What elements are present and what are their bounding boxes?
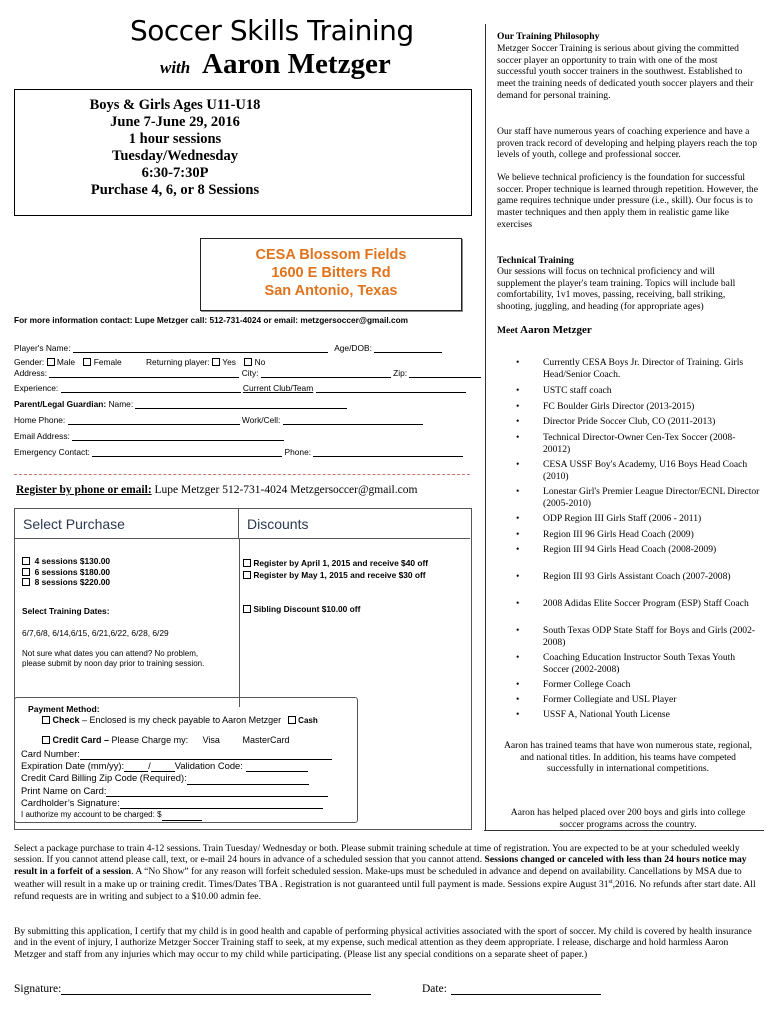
venue-box: [200, 238, 462, 311]
current-club-label: Current Club/Team: [242, 383, 314, 393]
exp-year-field[interactable]: [151, 762, 175, 772]
home-phone-row: [14, 415, 423, 425]
card-signature-label: Cardholder’s Signature:: [21, 796, 120, 808]
info-duration: 1 hour sessions: [128, 131, 222, 147]
payment-section: [14, 697, 358, 823]
trained-text: Aaron has trained teams that have won numerous state, regional, and national titles. In addition, his teams have competed successfully in international competitions.: [503, 740, 753, 775]
check-label: Check: [52, 715, 80, 725]
session-options: [22, 556, 110, 588]
signature-label: Signature:: [14, 983, 62, 995]
gender-label: Gender:: [14, 357, 45, 367]
info-dates: June 7-June 29, 2016: [110, 114, 240, 130]
venue-city: San Antonio, Texas: [264, 283, 398, 299]
policy-paragraph: [14, 843, 756, 902]
players-name-field[interactable]: [73, 343, 328, 353]
bullet-icon: •: [516, 598, 520, 609]
credential-text: Region III 94 Girls Head Coach (2008-2009): [543, 544, 717, 555]
bullet-icon: •: [516, 432, 520, 443]
guardian-name-label: Name:: [108, 399, 134, 409]
date-field[interactable]: [451, 983, 601, 995]
authorize-label: I authorize my account to be charged: $: [21, 810, 162, 820]
exp-slash: /: [148, 760, 151, 772]
expiration-label: Expiration Date (mm/yy):: [21, 760, 125, 772]
info-days: Tuesday/Wednesday: [112, 148, 238, 164]
philosophy-text: Metzger Soccer Training is serious about giving the committed soccer player an opportunity to train with one of the most successful youth soccer trainers in the southwest. Established to meet the training needs of dedicated youth soccer players and their demand for personal training.: [497, 43, 754, 101]
date-label: Date:: [422, 983, 447, 995]
training-dates: 6/7,6/8, 6/14,6/15, 6/21,6/22, 6/28, 6/29: [22, 628, 169, 638]
placed-text: Aaron has helped placed over 200 boys and girls into college soccer programs across the country.: [510, 807, 746, 830]
signature-row: [14, 983, 371, 995]
city-label: City:: [241, 368, 259, 378]
age-dob-field[interactable]: [374, 343, 442, 353]
experience-row: [14, 383, 466, 393]
bullet-icon: •: [516, 694, 520, 705]
discount-april: [243, 558, 428, 568]
waiver-paragraph: By submitting this application, I certify that my child is in good health and capable of performing physical activities associated with the sport of soccer. My child is covered by health insurance and in the event of injury, I authorize Metzger Soccer Training staff to seek, at my expense, such medical attention as they deem appropriate. I release, discharge and hold harmless Aaron Metzger and staff from any injuries which may occur to my child while participating. (Please list any special conditions on a separate sheet of paper.): [14, 926, 752, 960]
print-name-field[interactable]: [106, 787, 328, 797]
training-dates-label: Select Training Dates:: [22, 606, 110, 616]
session-option-4: [22, 556, 110, 567]
card-signature-field[interactable]: [120, 799, 323, 809]
believe-text: We believe technical proficiency is the foundation for successful soccer. Proper technique is learned through repetition. However, the game requires technique under pressure (i.e., skill). Our focus is to master techniques and then apply them in realistic game like exercises: [497, 172, 758, 230]
emergency-phone-label: Phone:: [284, 447, 312, 457]
expiration-row: [21, 760, 332, 772]
credential-text: ODP Region III Girls Staff (2006 - 2011): [543, 513, 702, 524]
mastercard-label[interactable]: MasterCard: [242, 735, 290, 745]
policy-text-1: Select a package purchase to train 4-12 sessions. Train Tuesday/ Wednesday or both. Please submit training schedule at time of registration. You are expected to be at your scheduled weekly session. If you cannot attend please call, text, or e-mail 24 hours in advance of a scheduled session that you cannot attend.: [14, 843, 740, 866]
home-phone-label: Home Phone:: [14, 415, 66, 425]
register-line: [16, 484, 417, 496]
discount-sibling-label: Sibling Discount $10.00 off: [253, 604, 361, 614]
bullet-icon: •: [516, 401, 520, 412]
yes-label: Yes: [222, 357, 236, 367]
policy-sup: st: [608, 879, 613, 886]
address-label: Address:: [14, 368, 48, 378]
credential-text: Region III 93 Girls Assistant Coach (2007-2008): [543, 571, 731, 582]
purchase-column-divider: [239, 539, 240, 707]
staff-text: Our staff have numerous years of coaching experience and have a proven track record of developing and helping players reach the top levels of youth, college and professional soccer.: [497, 126, 757, 161]
returning-no-checkbox[interactable]: [244, 358, 252, 366]
bullet-icon: •: [516, 625, 520, 636]
session-option-6: [22, 567, 110, 578]
credential-text: FC Boulder Girls Director (2013-2015): [543, 401, 695, 412]
card-number-label: Card Number:: [21, 748, 80, 759]
cash-label: Cash: [298, 716, 318, 725]
print-name-row: [21, 785, 332, 797]
credential-text: Currently CESA Boys Jr. Director of Training. Girls Head/Senior Coach.: [543, 357, 744, 380]
credential-text: 2008 Adidas Elite Soccer Program (ESP) Staff Coach: [543, 598, 749, 609]
check-checkbox[interactable]: [42, 716, 50, 724]
select-purchase-header: Select Purchase: [15, 509, 239, 539]
emergency-phone-field[interactable]: [313, 447, 463, 457]
session-4-checkbox[interactable]: [22, 557, 30, 565]
bullet-icon: •: [516, 357, 520, 368]
credit-text: Please Charge my:: [109, 735, 189, 745]
check-text: – Enclosed is my check payable to Aaron Metzger: [79, 715, 282, 725]
billing-zip-field[interactable]: [187, 775, 309, 785]
session-6-checkbox[interactable]: [22, 568, 30, 576]
venue-name: CESA Blossom Fields: [255, 247, 407, 263]
age-dob-label: Age/DOB:: [334, 343, 372, 353]
credential-text: Lonestar Girl's Premier League Director/ECNL Director (2005-2010): [543, 486, 760, 509]
players-name-label: Player's Name:: [14, 343, 71, 353]
signature-field[interactable]: [61, 983, 371, 995]
billing-zip-row: [21, 772, 332, 784]
meet-name: Aaron Metzger: [520, 324, 592, 336]
credential-text: Technical Director-Owner Cen-Tex Soccer (2008-20012): [543, 432, 736, 455]
bullet-icon: •: [516, 459, 520, 470]
current-club-field[interactable]: [316, 383, 466, 393]
billing-zip-label: Credit Card Billing Zip Code (Required):: [21, 772, 187, 784]
credential-text: Region III 96 Girls Head Coach (2009): [543, 529, 694, 540]
home-phone-field[interactable]: [68, 415, 240, 425]
coach-name-title: Aaron Metzger: [202, 48, 391, 80]
female-checkbox[interactable]: [83, 358, 91, 366]
bullet-icon: •: [516, 416, 520, 427]
with-label: with: [160, 58, 191, 77]
dates-note-1: Not sure what dates you can attend? No problem,: [22, 649, 199, 658]
bullet-icon: •: [516, 544, 520, 555]
credit-label: Credit Card –: [52, 735, 110, 745]
city-field[interactable]: [261, 368, 391, 378]
discounts-header: Discounts: [239, 509, 470, 539]
discount-may: [243, 570, 426, 580]
program-info-box: [14, 89, 472, 216]
info-time: 6:30-7:30P: [141, 165, 209, 181]
guardian-row: [14, 399, 347, 409]
credential-text: Director Pride Soccer Club, CO (2011-2013): [543, 416, 716, 427]
emergency-row: [14, 447, 463, 457]
work-cell-label: Work/Cell:: [241, 415, 281, 425]
credential-text: USTC staff coach: [543, 385, 612, 396]
credit-checkbox[interactable]: [42, 736, 50, 744]
credential-text: South Texas ODP State Staff for Boys and Girls (2002-2008): [543, 625, 756, 648]
right-bottom-rule: [484, 830, 764, 831]
email-label: Email Address:: [14, 431, 70, 441]
session-option-8: [22, 577, 110, 588]
authorize-amount-field[interactable]: [162, 811, 202, 821]
credit-row: [42, 735, 289, 745]
emergency-field[interactable]: [92, 447, 282, 457]
no-label: No: [254, 357, 266, 367]
info-sessions: Purchase 4, 6, or 8 Sessions: [90, 182, 260, 198]
policy-text-3: ,2016. No refunds after start date. All refund requests are in writing and subject to a $10.00 admin fee.: [14, 879, 756, 902]
bullet-icon: •: [516, 385, 520, 396]
cash-checkbox[interactable]: [288, 716, 296, 724]
discount-april-checkbox[interactable]: [243, 559, 251, 567]
credential-text: CESA USSF Boy's Academy, U16 Boys Head Coach (2010): [543, 459, 748, 482]
address-row: [14, 368, 481, 378]
validation-label: Validation Code:: [174, 760, 243, 772]
page-title: Soccer Skills Training: [130, 14, 414, 47]
bullet-icon: •: [516, 571, 520, 582]
zip-label: Zip:: [393, 368, 408, 378]
email-row: [14, 431, 284, 441]
check-row: [42, 715, 318, 725]
gender-row: [14, 357, 265, 367]
policy-text-2: . A “No Show” for any reason will forfeit scheduled session. Make-ups must be scheduled in advance and depend on availability. Cancellations by MSA due to weather will result in a make up or training credit. Times/Dates TBA . Registration is not guaranteed until full payment is made. Sessions expire August 31: [14, 865, 742, 891]
discount-sibling: [243, 604, 360, 614]
dashed-divider: [14, 474, 470, 475]
exp-month-field[interactable]: [124, 762, 148, 772]
philosophy-title: Our Training Philosophy: [497, 31, 600, 42]
session-8-checkbox[interactable]: [22, 578, 30, 586]
dates-note-2: please submit by noon day prior to training session.: [22, 659, 205, 668]
returning-label: Returning player:: [146, 357, 210, 367]
info-ages: Boys & Girls Ages U11-U18: [89, 97, 261, 113]
policy-forfeit-text: Sessions changed or canceled with less than 24 hours notice may result in a forfeit of a session: [14, 854, 747, 877]
card-number-field[interactable]: [80, 750, 332, 760]
credential-text: Former Collegiate and USL Player: [543, 694, 677, 705]
male-label: Male: [56, 357, 76, 367]
players-name-row: [14, 343, 442, 353]
date-row: [422, 983, 601, 995]
session-4-label: 4 sessions $130.00: [34, 556, 111, 566]
bullet-icon: •: [516, 513, 520, 524]
meet-heading: [497, 325, 759, 337]
column-divider: [485, 24, 486, 830]
card-number-row: [21, 748, 332, 760]
returning-yes-checkbox[interactable]: [212, 358, 220, 366]
female-label: Female: [93, 357, 122, 367]
discount-may-label: Register by May 1, 2015 and receive $30 off: [253, 570, 426, 580]
card-details: [21, 748, 332, 821]
session-8-label: 8 sessions $220.00: [34, 577, 111, 587]
session-6-label: 6 sessions $180.00: [34, 566, 111, 577]
credential-text: Former College Coach: [543, 679, 631, 690]
emergency-label: Emergency Contact:: [14, 447, 90, 457]
technical-text: Our sessions will focus on technical proficiency and will supplement the player's team training. Topics will include ball comfortability, 1v1 moves, passing, receiving, ball striking, shooting, juggling, and heading (for appropriate ages): [497, 266, 736, 313]
work-cell-field[interactable]: [283, 415, 423, 425]
guardian-name-field[interactable]: [135, 399, 347, 409]
bullet-icon: •: [516, 652, 520, 663]
address-field[interactable]: [49, 368, 239, 378]
visa-label[interactable]: Visa: [202, 735, 220, 745]
discount-april-label: Register by April 1, 2015 and receive $40 off: [253, 558, 429, 568]
experience-label: Experience:: [14, 383, 59, 393]
experience-field[interactable]: [61, 383, 241, 393]
email-field[interactable]: [72, 431, 284, 441]
bullet-icon: •: [516, 679, 520, 690]
validation-field[interactable]: [246, 762, 308, 772]
male-checkbox[interactable]: [47, 358, 55, 366]
authorize-row: [21, 809, 332, 821]
discount-sibling-checkbox[interactable]: [243, 605, 251, 613]
discount-may-checkbox[interactable]: [243, 571, 251, 579]
register-label: Register by phone or email:: [16, 484, 152, 496]
venue-address: 1600 E Bitters Rd: [271, 265, 391, 281]
card-signature-row: [21, 797, 332, 809]
payment-title: Payment Method:: [28, 704, 100, 714]
print-name-label: Print Name on Card:: [21, 784, 107, 796]
credential-text: USSF A, National Youth License: [543, 709, 670, 720]
credential-text: Coaching Education Instructor South Texas Youth Soccer (2002-2008): [543, 652, 736, 675]
register-detail: Lupe Metzger 512-731-4024 Metzgersoccer@gmail.com: [151, 484, 418, 496]
zip-field[interactable]: [409, 368, 481, 378]
contact-line: For more information contact: Lupe Metzger call: 512-731-4024 or email: metzgersoccer@gmail.com: [14, 315, 409, 325]
technical-title: Technical Training: [497, 255, 574, 266]
guardian-label: Parent/Legal Guardian:: [14, 399, 107, 409]
bullet-icon: •: [516, 486, 520, 497]
meet-label: Meet: [497, 325, 521, 336]
bullet-icon: •: [516, 529, 520, 540]
bullet-icon: •: [516, 709, 520, 720]
